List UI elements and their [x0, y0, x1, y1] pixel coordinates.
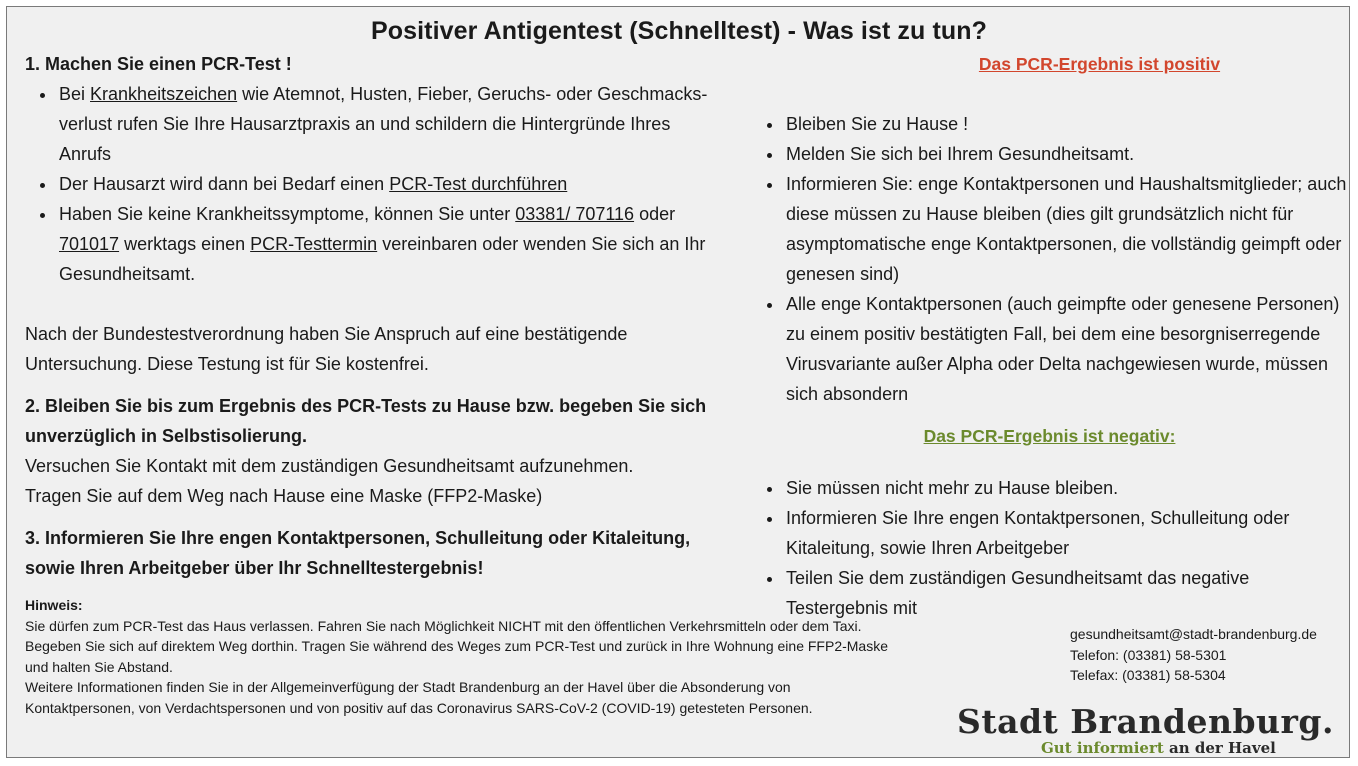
- note-line: Begeben Sie sich auf direktem Weg dorthin. Tragen Sie während des Weges zum PCR-Test und zurück in Ihre Wohnung eine FFP2-Maske: [25, 638, 888, 654]
- list-item: [57, 79, 725, 169]
- negative-heading: Das PCR-Ergebnis ist negativ:: [923, 426, 1176, 446]
- contact-fax: Telefax: (03381) 58-5304: [1070, 667, 1226, 683]
- list-item: • Bleiben Sie zu Hause !: [784, 109, 1347, 139]
- left-column: [25, 49, 725, 583]
- pcr-appointment-link: PCR-Testtermin: [250, 234, 378, 254]
- text: Haben Sie keine Krankheitssymptome, können Sie unter: [59, 204, 516, 224]
- text: wie Atemnot, Husten, Fieber, Geruchs- oder Geschmacks-verlust rufen Sie Ihre Hausarztpraxis an und schildern die Hintergründe Ihres Anrufs: [59, 84, 708, 164]
- step2-heading: 2. Bleiben Sie bis zum Ergebnis des PCR-Tests zu Hause bzw. begeben Sie sich unverzüglich in Selbstisolierung.: [25, 396, 707, 446]
- positive-heading: Das PCR-Ergebnis ist positiv: [978, 54, 1221, 74]
- step2-line: Versuchen Sie Kontakt mit dem zuständigen Gesundheitsamt aufzunehmen.: [25, 456, 634, 476]
- text: oder: [634, 204, 676, 224]
- note-line: Kontaktpersonen, von Verdachtspersonen und von positiv auf das Coronavirus SARS-CoV-2 (COVID-19) getesteten Personen.: [25, 699, 813, 716]
- list-item: [57, 169, 725, 199]
- text: Der Hausarzt wird dann bei Bedarf einen: [59, 174, 390, 194]
- info-sheet: [6, 6, 1350, 758]
- note-section: [25, 595, 1035, 718]
- note-line: Sie dürfen zum PCR-Test das Haus verlassen. Fahren Sie nach Möglichkeit NICHT mit den öffentlichen Verkehrsmitteln oder dem Taxi.: [25, 617, 862, 634]
- phone-number-2: 701017: [59, 234, 120, 254]
- page-title: Positiver Antigentest (Schnelltest) - Was ist zu tun?: [370, 17, 987, 45]
- positive-list: [752, 109, 1347, 409]
- tagline-dark: an der Havel: [1163, 739, 1276, 757]
- list-item: [57, 199, 725, 289]
- step2-line: Tragen Sie auf dem Weg nach Hause eine Maske (FFP2-Maske): [25, 486, 543, 506]
- tagline-green: Gut informiert: [1041, 739, 1164, 757]
- step1-list: [25, 79, 725, 289]
- note-line: Weitere Informationen finden Sie in der Allgemeinverfügung der Stadt Brandenburg an der Havel über die Absonderung von: [25, 679, 791, 695]
- entitlement-paragraph: Nach der Bundestestverordnung haben Sie Anspruch auf eine bestätigende Untersuchung. Diese Testung ist für Sie kostenfrei.: [25, 324, 628, 374]
- list-item: • Alle enge Kontaktpersonen (auch geimpfte oder genesene Personen) zu einem positiv bestätigten Fall, bei dem eine besorgniserregende Virusvariante außer Alpha oder Delta nachgewiesen wurde, müssen sich absondern: [784, 289, 1347, 409]
- phone-number-1: 03381/ 707116: [515, 204, 635, 224]
- list-item: • Informieren Sie: enge Kontaktpersonen und Haushaltsmitglieder; auch diese müssen zu Hause bleiben (dies gilt grundsätzlich nicht für asymptomatische enge Kontaktpersonen, die vollständig geimpft oder genesen sind): [784, 169, 1347, 289]
- right-column: [752, 49, 1347, 623]
- contact-email: gesundheitsamt@stadt-brandenburg.de: [1070, 626, 1317, 642]
- pcr-test-link: PCR-Test durchführen: [389, 174, 568, 194]
- logo-wordmark: Stadt Brandenburg.: [957, 702, 1334, 741]
- text: werktags einen: [119, 234, 251, 254]
- contact-block: [1070, 624, 1317, 686]
- note-line: und halten Sie Abstand.: [25, 658, 173, 675]
- text: vereinbaren oder wenden Sie sich an Ihr Gesundheitsamt.: [59, 234, 706, 284]
- list-item: • Teilen Sie dem zuständigen Gesundheitsamt das negative Testergebnis mit: [784, 563, 1347, 623]
- note-heading: Hinweis:: [25, 597, 83, 613]
- logo-tagline: [1041, 739, 1276, 757]
- contact-phone: Telefon: (03381) 58-5301: [1070, 646, 1227, 663]
- symptoms-link: Krankheitszeichen: [90, 84, 238, 104]
- step3-heading: 3. Informieren Sie Ihre engen Kontaktpersonen, Schulleitung oder Kitaleitung, sowie Ihren Arbeitgeber über Ihr Schnelltestergebnis!: [25, 528, 691, 578]
- list-item: • Informieren Sie Ihre engen Kontaktpersonen, Schulleitung oder Kitaleitung, sowie Ihren Arbeitgeber: [784, 503, 1347, 563]
- list-item: • Melden Sie sich bei Ihrem Gesundheitsamt.: [784, 139, 1347, 169]
- step1-heading: 1. Machen Sie einen PCR-Test !: [25, 54, 292, 74]
- text: Bei: [59, 84, 91, 104]
- list-item: • Sie müssen nicht mehr zu Hause bleiben.: [784, 473, 1347, 503]
